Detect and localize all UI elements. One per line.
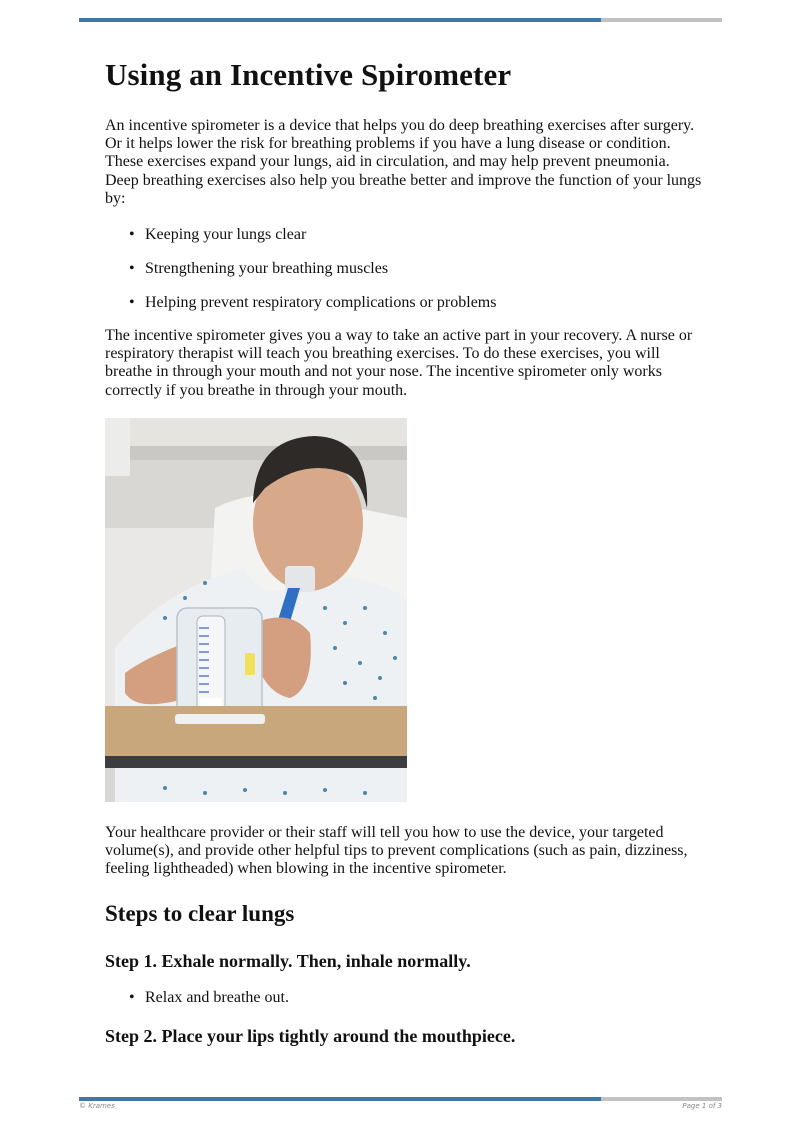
list-item: • Relax and breathe out. xyxy=(145,989,705,1007)
list-item: • Helping prevent respiratory complications or problems xyxy=(145,294,705,312)
list-item: • Strengthening your breathing muscles xyxy=(145,260,705,278)
spirometer-base xyxy=(175,714,265,724)
spirometer-photo xyxy=(105,418,407,802)
bottom-bar-accent xyxy=(79,1097,601,1101)
page-footer xyxy=(79,1102,722,1110)
page-number: Page 1 of 3 xyxy=(682,1102,722,1110)
step-1-list xyxy=(105,989,705,1007)
top-progress-bar xyxy=(79,18,722,22)
wall-box xyxy=(105,418,130,476)
wall-panel xyxy=(105,418,407,448)
top-bar-accent xyxy=(79,18,601,22)
benefits-list xyxy=(105,226,705,312)
table-edge xyxy=(105,756,407,768)
step-2-heading: Step 2. Place your lips tightly around the mouthpiece. xyxy=(105,1026,516,1047)
document-body xyxy=(105,55,705,1047)
page-title: Using an Incentive Spirometer xyxy=(105,57,512,92)
list-item: • Keeping your lungs clear xyxy=(145,226,705,244)
copyright-text: © Krames xyxy=(79,1102,115,1110)
step-1-heading: Step 1. Exhale normally. Then, inhale normally. xyxy=(105,951,471,972)
intro-paragraph: An incentive spirometer is a device that helps you do deep breathing exercises after surgery. Or it helps lower the risk for breathing problems if you have a lung disease or condition. These exercises expand your lungs, aid in circulation, and may help prevent pneumonia. Deep breathing exercises also help you breathe better and improve the function of your lungs by: xyxy=(105,117,702,207)
section-heading: Steps to clear lungs xyxy=(105,901,295,927)
recovery-paragraph: The incentive spirometer gives you a way to take an active part in your recovery. A nurse or respiratory therapist will teach you breathing exercises. To do these exercises, you will breathe in through your mouth and not your nose. The incentive spirometer only works correctly if you breathe in through your mouth. xyxy=(105,327,693,399)
spirometer-indicator xyxy=(245,653,255,675)
bottom-progress-bar xyxy=(79,1097,722,1101)
table-top xyxy=(105,706,407,758)
instructions-paragraph: Your healthcare provider or their staff will tell you how to use the device, your targeted volume(s), and provide other helpful tips to prevent complications (such as pain, dizziness, feeling lightheaded) when blowing in the incentive spirometer. xyxy=(105,823,688,878)
top-bar-track xyxy=(601,18,722,22)
bottom-bar-track xyxy=(601,1097,722,1101)
